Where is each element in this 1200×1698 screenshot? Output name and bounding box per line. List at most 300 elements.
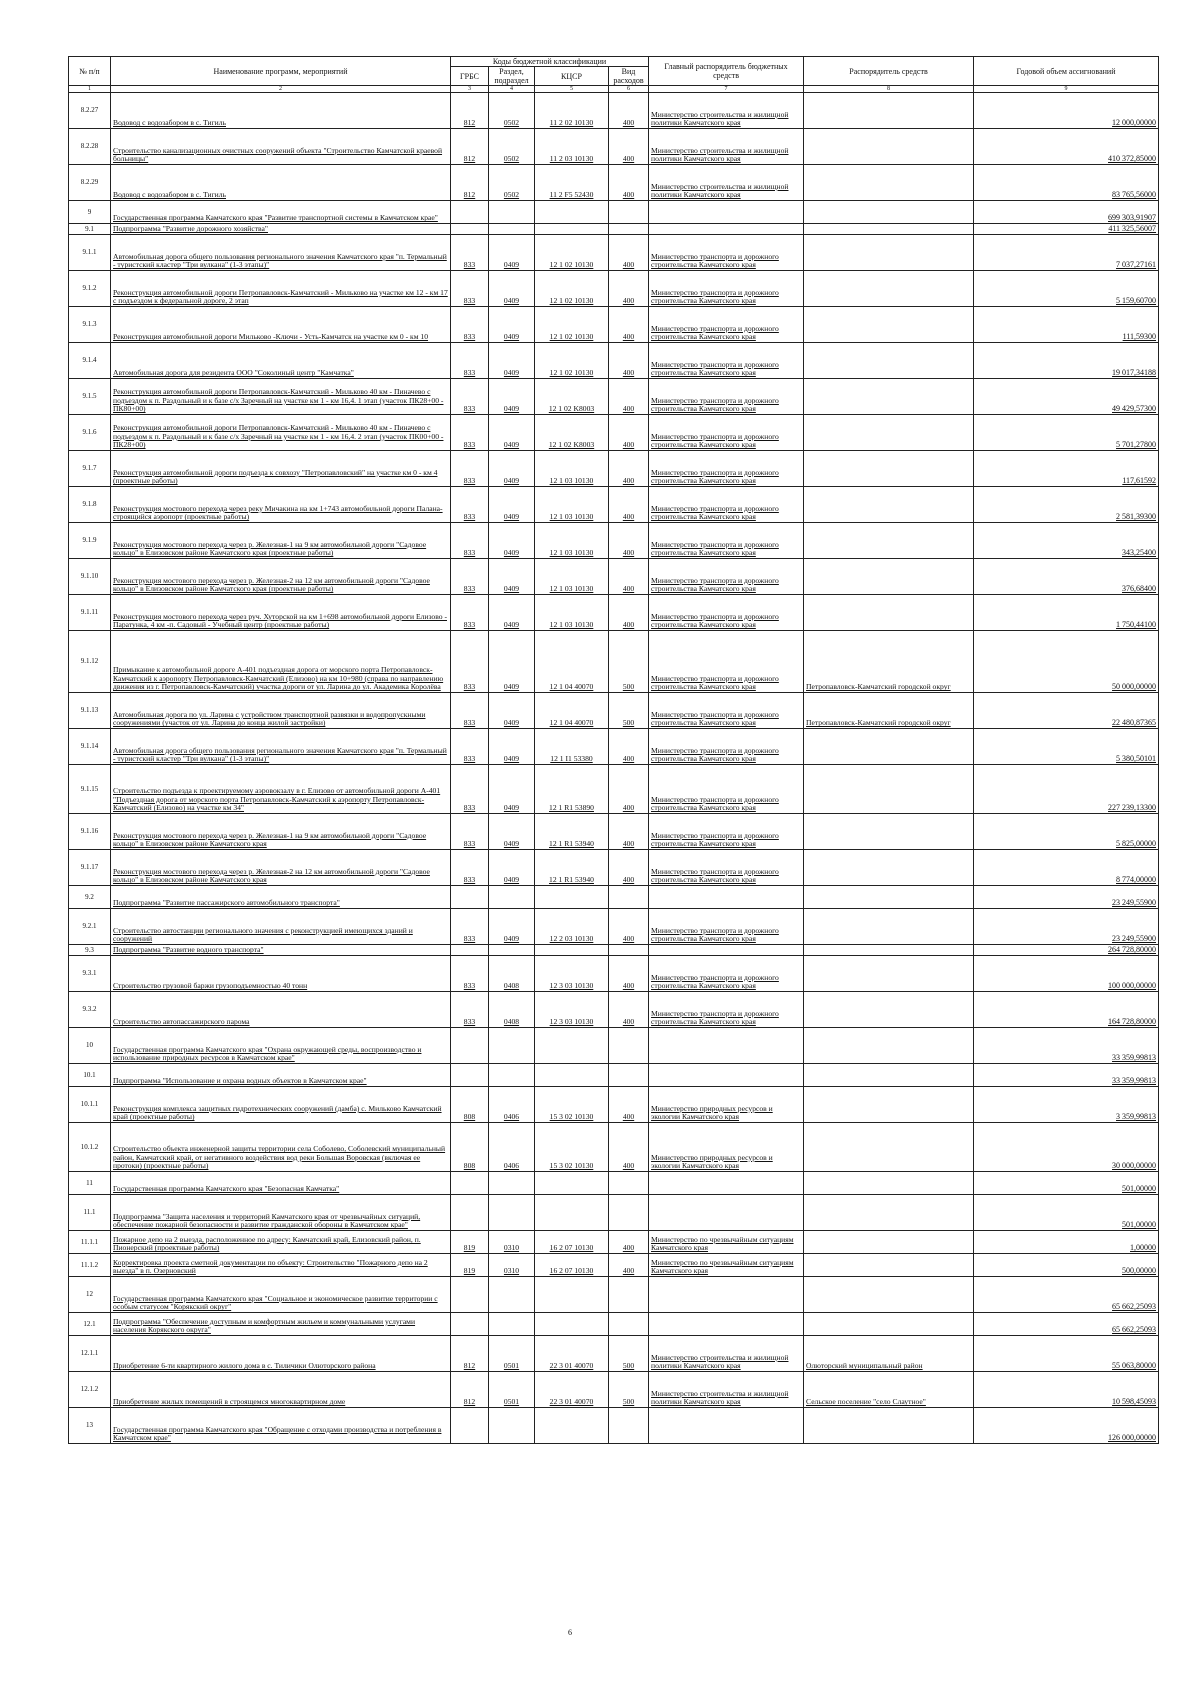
row-vid: 500 (609, 1336, 649, 1372)
row-number: 10 (69, 1028, 111, 1064)
row-vid: 400 (609, 1254, 649, 1277)
row-razdel: 0409 (489, 693, 535, 729)
row-grbs: 812 (451, 165, 489, 201)
row-name: Строительство канализационных очистных сооружений объекта "Строительство Камчатской краевой больницы" (111, 129, 451, 165)
row-main-manager (649, 201, 804, 224)
row-name: Подпрограмма "Обеспечение доступным и комфортным жильем и коммунальными услугами населения Корякского округа" (111, 1313, 451, 1336)
row-kcsr: 12 1 03 10130 (535, 559, 609, 595)
row-vid (609, 1028, 649, 1064)
row-number: 12 (69, 1277, 111, 1313)
row-vid: 400 (609, 992, 649, 1028)
row-kcsr: 12 1 02 K8003 (535, 415, 609, 451)
row-main-manager: Министерство транспорта и дорожного строительства Камчатского края (649, 729, 804, 765)
row-kcsr: 11 2 03 10130 (535, 129, 609, 165)
row-kcsr: 12 2 03 10130 (535, 909, 609, 945)
row-number: 9.1.6 (69, 415, 111, 451)
row-amount: 50 000,00000 (974, 631, 1159, 693)
row-name: Автомобильная дорога по ул. Ларина с устройством транспортной развязки и водопропускными сооружениями (участок от ул. Ларина до конца жилой застройки) (111, 693, 451, 729)
table-row (69, 343, 1159, 379)
row-vid: 400 (609, 487, 649, 523)
row-name: Государственная программа Камчатского края "Развитие транспортной системы в Камчатском крае" (111, 201, 451, 224)
row-amount: 500,00000 (974, 1254, 1159, 1277)
row-vid: 400 (609, 343, 649, 379)
table-row (69, 129, 1159, 165)
row-amount: 7 037,27161 (974, 235, 1159, 271)
table-row (69, 165, 1159, 201)
row-main-manager: Министерство строительства и жилищной политики Камчатского края (649, 165, 804, 201)
row-grbs: 833 (451, 379, 489, 415)
row-grbs: 808 (451, 1123, 489, 1172)
header-codes: Коды бюджетной классификации (451, 57, 649, 67)
row-grbs: 833 (451, 992, 489, 1028)
row-amount: 83 765,56000 (974, 165, 1159, 201)
row-number: 8.2.29 (69, 165, 111, 201)
row-manager (804, 595, 974, 631)
row-grbs: 833 (451, 307, 489, 343)
row-amount: 30 000,00000 (974, 1123, 1159, 1172)
row-amount: 2 581,39300 (974, 487, 1159, 523)
row-main-manager: Министерство транспорта и дорожного строительства Камчатского края (649, 343, 804, 379)
row-grbs: 833 (451, 814, 489, 850)
row-razdel (489, 201, 535, 224)
column-number: 2 (111, 86, 451, 93)
row-razdel: 0409 (489, 343, 535, 379)
row-razdel (489, 1195, 535, 1231)
row-amount: 227 239,13300 (974, 765, 1159, 814)
row-kcsr: 12 3 03 10130 (535, 956, 609, 992)
row-amount: 264 728,80000 (974, 945, 1159, 956)
header-vid: Вид расходов (609, 67, 649, 86)
row-amount: 22 480,87365 (974, 693, 1159, 729)
row-vid (609, 886, 649, 909)
table-row (69, 1231, 1159, 1254)
row-kcsr: 12 1 03 10130 (535, 523, 609, 559)
row-razdel: 0409 (489, 523, 535, 559)
row-number: 8.2.28 (69, 129, 111, 165)
row-amount: 55 063,80000 (974, 1336, 1159, 1372)
header-main-manager: Главный распорядитель бюджетных средств (649, 57, 804, 86)
row-manager (804, 956, 974, 992)
row-main-manager (649, 945, 804, 956)
row-kcsr: 12 1 02 10130 (535, 343, 609, 379)
row-razdel: 0501 (489, 1336, 535, 1372)
row-amount: 410 372,85000 (974, 129, 1159, 165)
row-number: 9 (69, 201, 111, 224)
table-row (69, 1087, 1159, 1123)
row-number: 9.1.11 (69, 595, 111, 631)
row-amount: 3 359,99813 (974, 1087, 1159, 1123)
row-main-manager: Министерство транспорта и дорожного строительства Камчатского края (649, 451, 804, 487)
row-razdel: 0502 (489, 165, 535, 201)
row-amount: 49 429,57300 (974, 379, 1159, 415)
row-grbs (451, 945, 489, 956)
column-number-row (69, 86, 1159, 93)
row-vid (609, 201, 649, 224)
row-kcsr: 16 2 07 10130 (535, 1231, 609, 1254)
table-row (69, 93, 1159, 129)
row-razdel: 0409 (489, 765, 535, 814)
row-kcsr: 11 2 02 10130 (535, 93, 609, 129)
row-manager (804, 992, 974, 1028)
row-razdel: 0409 (489, 235, 535, 271)
row-manager (804, 1408, 974, 1444)
row-name: Строительство объекта инженерной защиты территории села Соболево, Соболевский муниципальный район, Камчатский край, от негативного воздействия вод реки Большая Воровская (включая ее протоки) (проектные работы) (111, 1123, 451, 1172)
row-amount: 501,00000 (974, 1195, 1159, 1231)
row-kcsr: 12 1 02 K8003 (535, 379, 609, 415)
row-vid (609, 945, 649, 956)
row-manager (804, 1172, 974, 1195)
table-row (69, 909, 1159, 945)
row-amount: 10 598,45093 (974, 1372, 1159, 1408)
row-main-manager: Министерство транспорта и дорожного строительства Камчатского края (649, 631, 804, 693)
row-kcsr: 12 1 04 40070 (535, 631, 609, 693)
row-kcsr (535, 1195, 609, 1231)
row-main-manager: Министерство транспорта и дорожного строительства Камчатского края (649, 559, 804, 595)
row-number: 9.3 (69, 945, 111, 956)
row-number: 9.1.7 (69, 451, 111, 487)
row-number: 9.1.8 (69, 487, 111, 523)
row-manager (804, 765, 974, 814)
row-vid (609, 224, 649, 235)
table-row (69, 886, 1159, 909)
row-manager (804, 307, 974, 343)
row-name: Водовод с водозабором в с. Тигиль (111, 93, 451, 129)
row-name: Подпрограмма "Развитие дорожного хозяйства" (111, 224, 451, 235)
row-name: Реконструкция мостового перехода через р. Железная-1 на 9 км автомобильной дороги "Садовое кольцо" в Елизовском районе Камчатского края (проектные работы) (111, 523, 451, 559)
row-main-manager (649, 1172, 804, 1195)
budget-table-page (68, 56, 1158, 1444)
row-razdel (489, 224, 535, 235)
row-vid: 400 (609, 765, 649, 814)
row-kcsr: 12 1 03 10130 (535, 451, 609, 487)
row-number: 9.1.16 (69, 814, 111, 850)
row-vid: 400 (609, 129, 649, 165)
row-amount: 12 000,00000 (974, 93, 1159, 129)
row-main-manager: Министерство транспорта и дорожного строительства Камчатского края (649, 992, 804, 1028)
row-grbs (451, 224, 489, 235)
row-vid: 400 (609, 307, 649, 343)
table-row (69, 1254, 1159, 1277)
row-main-manager: Министерство по чрезвычайным ситуациям Камчатского края (649, 1231, 804, 1254)
row-grbs: 833 (451, 487, 489, 523)
row-number: 9.1.2 (69, 271, 111, 307)
row-name: Реконструкция автомобильной дороги Мильково -Ключи - Усть-Камчатск на участке км 0 - км 10 (111, 307, 451, 343)
row-razdel (489, 886, 535, 909)
row-vid: 400 (609, 850, 649, 886)
table-row (69, 379, 1159, 415)
row-razdel: 0409 (489, 271, 535, 307)
row-kcsr (535, 1028, 609, 1064)
row-vid: 500 (609, 631, 649, 693)
row-manager (804, 379, 974, 415)
row-vid: 400 (609, 956, 649, 992)
row-manager (804, 487, 974, 523)
row-razdel: 0409 (489, 487, 535, 523)
row-razdel: 0409 (489, 631, 535, 693)
row-kcsr (535, 886, 609, 909)
table-row (69, 1195, 1159, 1231)
row-kcsr (535, 945, 609, 956)
row-manager: Олюторский муниципальный район (804, 1336, 974, 1372)
row-grbs: 833 (451, 956, 489, 992)
row-grbs: 833 (451, 850, 489, 886)
row-vid: 400 (609, 271, 649, 307)
row-manager (804, 729, 974, 765)
row-main-manager: Министерство строительства и жилищной политики Камчатского края (649, 93, 804, 129)
row-grbs (451, 1028, 489, 1064)
row-vid: 400 (609, 235, 649, 271)
table-row (69, 1028, 1159, 1064)
table-row (69, 224, 1159, 235)
row-number: 12.1.2 (69, 1372, 111, 1408)
table-row (69, 451, 1159, 487)
row-number: 10.1.2 (69, 1123, 111, 1172)
row-razdel: 0409 (489, 729, 535, 765)
row-main-manager: Министерство строительства и жилищной политики Камчатского края (649, 1372, 804, 1408)
row-vid: 400 (609, 1231, 649, 1254)
row-name: Строительство автопассажирского парома (111, 992, 451, 1028)
row-main-manager: Министерство транспорта и дорожного строительства Камчатского края (649, 415, 804, 451)
table-row (69, 729, 1159, 765)
row-manager (804, 1277, 974, 1313)
row-grbs: 833 (451, 559, 489, 595)
row-manager (804, 224, 974, 235)
header-kcsr: КЦСР (535, 67, 609, 86)
row-vid (609, 1172, 649, 1195)
row-manager (804, 1231, 974, 1254)
row-name: Реконструкция мостового перехода через реку Мичакина на км 1+743 автомобильной дороги Палана-строящийся аэропорт (проектные работы) (111, 487, 451, 523)
row-vid: 400 (609, 93, 649, 129)
row-kcsr (535, 1064, 609, 1087)
row-name: Подпрограмма "Развитие водного транспорта" (111, 945, 451, 956)
row-grbs: 833 (451, 451, 489, 487)
table-row (69, 956, 1159, 992)
column-number: 5 (535, 86, 609, 93)
row-grbs: 812 (451, 129, 489, 165)
row-amount: 111,59300 (974, 307, 1159, 343)
row-kcsr: 22 3 01 40070 (535, 1372, 609, 1408)
row-manager (804, 523, 974, 559)
table-row (69, 1372, 1159, 1408)
row-kcsr: 12 1 02 10130 (535, 271, 609, 307)
row-vid: 400 (609, 1123, 649, 1172)
row-number: 9.2.1 (69, 909, 111, 945)
row-amount: 100 000,00000 (974, 956, 1159, 992)
row-main-manager: Министерство строительства и жилищной политики Камчатского края (649, 129, 804, 165)
row-razdel: 0409 (489, 379, 535, 415)
column-number: 8 (804, 86, 974, 93)
row-grbs (451, 1172, 489, 1195)
row-main-manager: Министерство транспорта и дорожного строительства Камчатского края (649, 487, 804, 523)
row-main-manager: Министерство транспорта и дорожного строительства Камчатского края (649, 765, 804, 814)
row-amount: 5 701,27800 (974, 415, 1159, 451)
row-razdel (489, 1064, 535, 1087)
table-row (69, 1336, 1159, 1372)
row-kcsr: 12 1 02 10130 (535, 307, 609, 343)
row-vid: 400 (609, 523, 649, 559)
row-main-manager (649, 1313, 804, 1336)
row-grbs (451, 886, 489, 909)
row-razdel: 0409 (489, 415, 535, 451)
table-row (69, 523, 1159, 559)
row-manager (804, 1195, 974, 1231)
row-number: 9.1.15 (69, 765, 111, 814)
row-main-manager (649, 224, 804, 235)
table-row (69, 1313, 1159, 1336)
row-grbs: 812 (451, 1336, 489, 1372)
row-kcsr: 12 1 03 10130 (535, 595, 609, 631)
row-razdel: 0310 (489, 1254, 535, 1277)
row-name: Корректировка проекта сметной документации по объекту: Строительство "Пожарного депо на 2 выезда" в п. Озерновский (111, 1254, 451, 1277)
row-vid: 400 (609, 415, 649, 451)
row-razdel: 0409 (489, 451, 535, 487)
row-number: 11.1.1 (69, 1231, 111, 1254)
row-main-manager (649, 1064, 804, 1087)
row-amount: 501,00000 (974, 1172, 1159, 1195)
row-main-manager: Министерство природных ресурсов и экологии Камчатского края (649, 1087, 804, 1123)
row-razdel (489, 1172, 535, 1195)
row-vid (609, 1195, 649, 1231)
row-kcsr: 12 1 03 10130 (535, 487, 609, 523)
row-razdel: 0406 (489, 1123, 535, 1172)
row-manager (804, 165, 974, 201)
row-manager: Сельское поселение "село Слаутное" (804, 1372, 974, 1408)
row-number: 10.1.1 (69, 1087, 111, 1123)
row-name: Пожарное депо на 2 выезда, расположенное по адресу: Камчатский край, Елизовский район, п. Пионерский (проектные работы) (111, 1231, 451, 1254)
row-main-manager: Министерство транспорта и дорожного строительства Камчатского края (649, 850, 804, 886)
row-kcsr: 12 1 R1 53890 (535, 765, 609, 814)
row-vid: 500 (609, 693, 649, 729)
row-grbs (451, 1313, 489, 1336)
row-vid: 400 (609, 595, 649, 631)
row-name: Государственная программа Камчатского края "Охрана окружающей среды, воспроизводство и использование природных ресурсов в Камчатском крае" (111, 1028, 451, 1064)
row-manager (804, 1123, 974, 1172)
row-main-manager: Министерство природных ресурсов и экологии Камчатского края (649, 1123, 804, 1172)
row-grbs: 833 (451, 631, 489, 693)
row-grbs: 819 (451, 1231, 489, 1254)
row-number: 9.1.17 (69, 850, 111, 886)
row-grbs: 833 (451, 693, 489, 729)
row-main-manager (649, 1408, 804, 1444)
row-main-manager: Министерство транспорта и дорожного строительства Камчатского края (649, 235, 804, 271)
table-row (69, 1408, 1159, 1444)
column-number: 4 (489, 86, 535, 93)
row-number: 11.1.2 (69, 1254, 111, 1277)
row-grbs: 833 (451, 523, 489, 559)
row-number: 11.1 (69, 1195, 111, 1231)
row-amount: 33 359,99813 (974, 1064, 1159, 1087)
table-row (69, 814, 1159, 850)
row-razdel: 0501 (489, 1372, 535, 1408)
table-row (69, 631, 1159, 693)
header-manager: Распорядитель средств (804, 57, 974, 86)
row-kcsr (535, 1277, 609, 1313)
row-vid: 500 (609, 1372, 649, 1408)
table-row (69, 693, 1159, 729)
row-number: 9.1.3 (69, 307, 111, 343)
row-main-manager: Министерство транспорта и дорожного строительства Камчатского края (649, 693, 804, 729)
table-row (69, 1064, 1159, 1087)
row-amount: 8 774,00000 (974, 850, 1159, 886)
row-vid: 400 (609, 814, 649, 850)
row-manager (804, 343, 974, 379)
row-manager (804, 201, 974, 224)
row-manager (804, 271, 974, 307)
row-razdel: 0406 (489, 1087, 535, 1123)
row-manager: Петропавловск-Камчатский городской округ (804, 693, 974, 729)
row-manager (804, 93, 974, 129)
row-manager (804, 1028, 974, 1064)
table-row (69, 992, 1159, 1028)
row-amount: 376,68400 (974, 559, 1159, 595)
row-razdel: 0409 (489, 909, 535, 945)
row-kcsr: 11 2 F5 52430 (535, 165, 609, 201)
row-amount: 117,61592 (974, 451, 1159, 487)
row-main-manager: Министерство транспорта и дорожного строительства Камчатского края (649, 909, 804, 945)
header-num: № п/п (69, 57, 111, 86)
row-name: Реконструкция автомобильной дороги подъезда к совхозу "Петропавловский" на участке км 0 - км 4 (проектные работы) (111, 451, 451, 487)
row-amount: 699 303,91907 (974, 201, 1159, 224)
table-row (69, 1123, 1159, 1172)
row-amount: 1 750,44100 (974, 595, 1159, 631)
row-amount: 411 325,56007 (974, 224, 1159, 235)
table-row (69, 271, 1159, 307)
row-vid: 400 (609, 165, 649, 201)
row-grbs (451, 1064, 489, 1087)
budget-allocation-table (68, 56, 1159, 1444)
row-grbs: 833 (451, 271, 489, 307)
row-number: 12.1 (69, 1313, 111, 1336)
row-kcsr (535, 1313, 609, 1336)
row-manager: Петропавловск-Камчатский городской округ (804, 631, 974, 693)
row-manager (804, 1254, 974, 1277)
table-row (69, 487, 1159, 523)
row-manager (804, 850, 974, 886)
row-vid (609, 1313, 649, 1336)
row-grbs: 812 (451, 93, 489, 129)
row-manager (804, 415, 974, 451)
row-name: Подпрограмма "Защита населения и территорий Камчатского края от чрезвычайных ситуаций, обеспечение пожарной безопасности и развитие гражданской обороны в Камчатском крае" (111, 1195, 451, 1231)
row-amount: 23 249,55900 (974, 886, 1159, 909)
row-name: Реконструкция мостового перехода через р. Железная-1 на 9 км автомобильной дороги "Садовое кольцо" в Елизовском районе Камчатского края (111, 814, 451, 850)
header-razdel: Раздел, подраздел (489, 67, 535, 86)
row-main-manager (649, 886, 804, 909)
row-kcsr: 12 1 04 40070 (535, 693, 609, 729)
row-amount: 33 359,99813 (974, 1028, 1159, 1064)
row-kcsr (535, 1172, 609, 1195)
row-manager (804, 945, 974, 956)
row-manager (804, 1313, 974, 1336)
table-row (69, 415, 1159, 451)
row-grbs (451, 1277, 489, 1313)
row-grbs: 833 (451, 909, 489, 945)
row-razdel: 0502 (489, 129, 535, 165)
table-row (69, 1172, 1159, 1195)
row-main-manager (649, 1028, 804, 1064)
row-number: 9.3.2 (69, 992, 111, 1028)
row-manager (804, 909, 974, 945)
column-number: 1 (69, 86, 111, 93)
row-grbs: 833 (451, 235, 489, 271)
row-razdel (489, 1277, 535, 1313)
column-number: 7 (649, 86, 804, 93)
table-row (69, 765, 1159, 814)
row-razdel: 0408 (489, 956, 535, 992)
row-main-manager (649, 1195, 804, 1231)
row-name: Государственная программа Камчатского края "Социальное и экономическое развитие территории с особым статусом "Корякский округ" (111, 1277, 451, 1313)
row-kcsr: 12 1 I1 53380 (535, 729, 609, 765)
row-vid (609, 1064, 649, 1087)
